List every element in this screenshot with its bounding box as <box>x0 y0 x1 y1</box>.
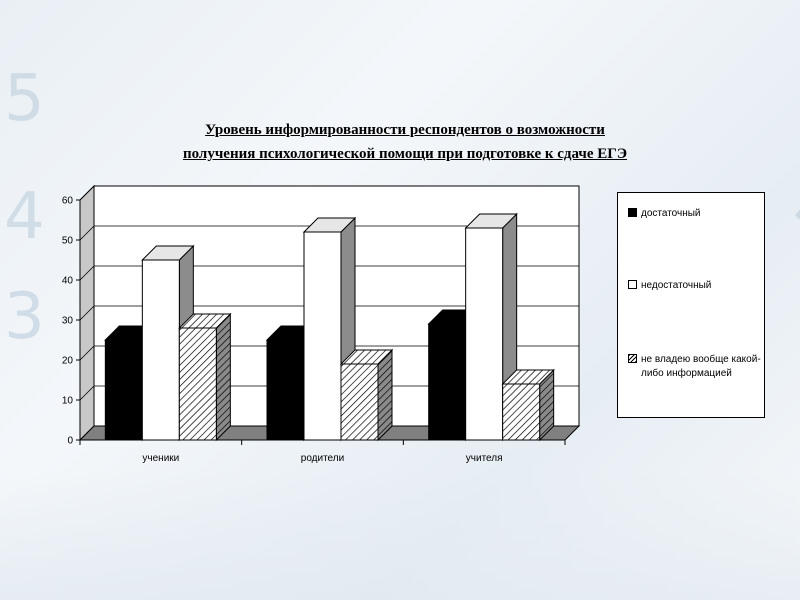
y-tick-label: 0 <box>67 435 73 447</box>
slide-title-line: получения психологической помощи при подготовке к сдаче ЕГЭ <box>182 146 628 162</box>
y-tick-label: 40 <box>61 275 73 287</box>
y-tick-label: 30 <box>61 315 73 327</box>
legend-item <box>628 353 761 381</box>
legend-swatch <box>628 280 637 289</box>
background-digit: 4 <box>4 180 45 254</box>
slide-title-line: Уровень информированности респондентов о возможности <box>205 122 605 138</box>
bar <box>341 364 378 440</box>
legend-item <box>628 279 761 293</box>
bar <box>105 340 142 440</box>
bar <box>304 232 341 440</box>
bar <box>267 340 304 440</box>
bar-side <box>216 314 230 440</box>
bar-side <box>378 350 392 440</box>
legend-swatch <box>628 208 637 217</box>
x-tick-label: ученики <box>142 453 180 464</box>
x-tick-label: учителя <box>465 453 503 464</box>
y-tick-label: 10 <box>61 395 73 407</box>
legend-label: достаточный <box>641 208 701 219</box>
bar <box>466 228 503 440</box>
legend-swatch <box>628 354 637 363</box>
background-digit: 5 <box>4 62 45 136</box>
bar <box>142 260 179 440</box>
bar <box>429 324 466 440</box>
legend-label: недостаточный <box>641 280 712 291</box>
bar <box>179 328 216 440</box>
chart-legend <box>617 192 765 418</box>
x-tick-label: родители <box>300 453 345 464</box>
y-tick-label: 20 <box>61 355 73 367</box>
legend-item <box>628 207 761 221</box>
bar <box>503 384 540 440</box>
y-tick-label: 60 <box>61 195 73 207</box>
y-tick-label: 50 <box>61 235 73 247</box>
legend-label: не владею вообще какой-либо информацией <box>641 354 761 379</box>
background-digit: 3 <box>4 280 45 354</box>
